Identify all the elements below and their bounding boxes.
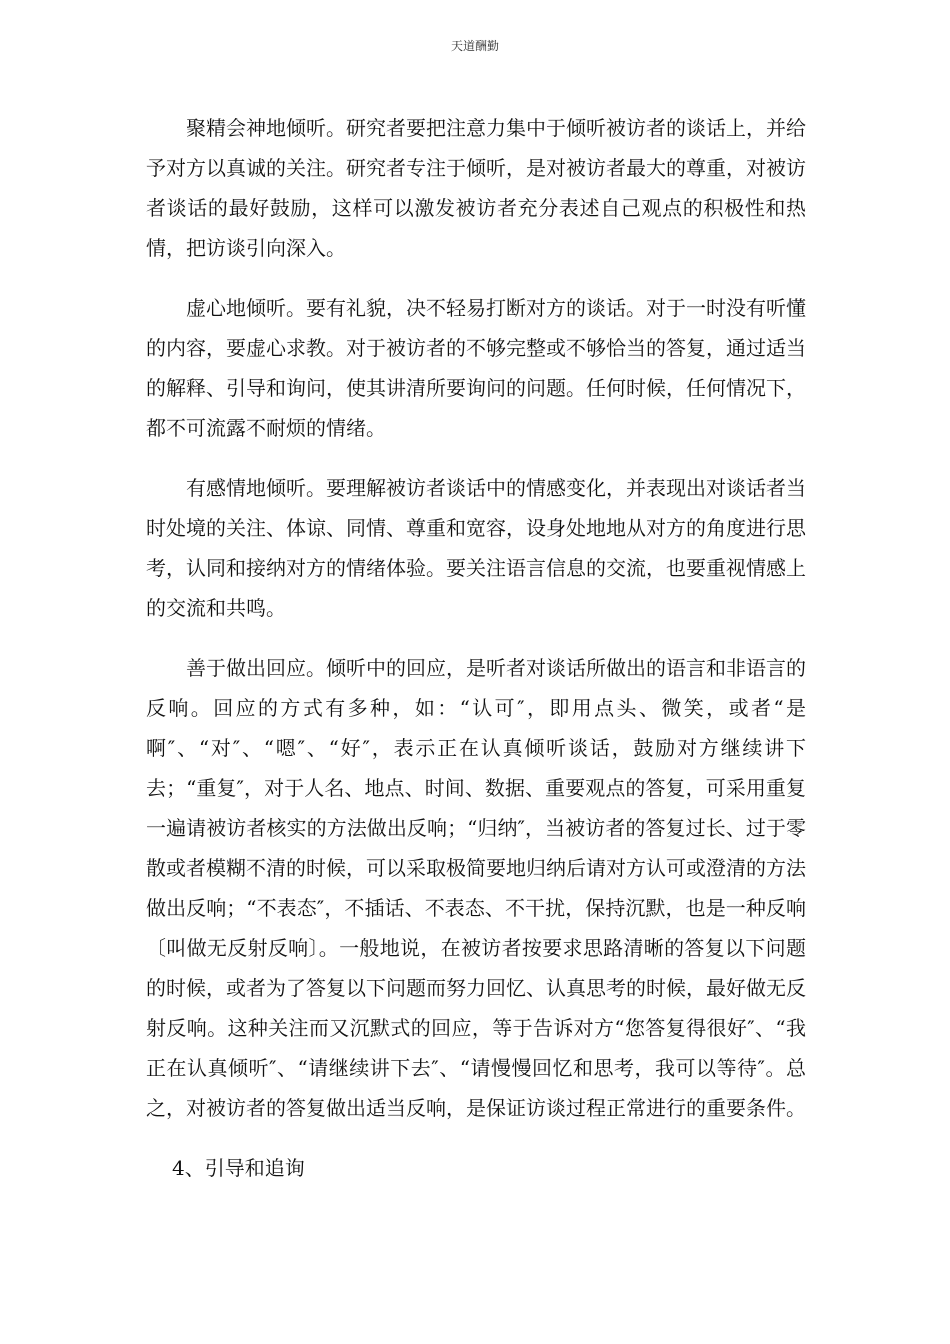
document-body	[146, 108, 806, 1188]
paragraph-emotional-listening: 有感情地倾听。要理解被访者谈话中的情感变化，并表现出对谈话者当时处境的关注、体谅、同情、尊重和宽容，设身处地地从对方的角度进行思考，认同和接纳对方的情绪体验。要关注语言信息的交流，也要重视情感上的交流和共鸣。	[146, 476, 806, 620]
paragraph-responding: 善于做出回应。倾听中的回应，是听者对谈话所做出的语言和非语言的反响。回应的方式有多种，如：“认可″，即用点头、微笑，或者“是啊″、“对″、“嗯″、“好″，表示正在认真倾听谈话，鼓励对方继续讲下去；“重复″，对于人名、地点、时间、数据、重要观点的答复，可采用重复一遍请被访者核实的方法做出反响；“归纳″，当被访者的答复过长、过于零散或者模糊不清的时候，可以采取极简要地归纳后请对方认可或澄清的方法做出反响；“不表态″，不插话、不表态、不干扰，保持沉默，也是一种反响〔叫做无反射反响〕。一般地说，在被访者按要求思路清晰的答复以下问题的时候，或者为了答复以下问题而努力回忆、认真思考的时候，最好做无反射反响。这种关注而又沉默式的回应，等于告诉对方“您答复得很好″、“我正在认真倾听″、“请继续讲下去″、“请慢慢回忆和思考，我可以等待″。总之，对被访者的答复做出适当反响，是保证访谈过程正常进行的重要条件。	[146, 656, 806, 1120]
section-heading: 4、引导和追询	[172, 1156, 305, 1180]
paragraph-focused-listening: 聚精会神地倾听。研究者要把注意力集中于倾听被访者的谈话上，并给予对方以真诚的关注。研究者专注于倾听，是对被访者最大的尊重，对被访者谈话的最好鼓励，这样可以激发被访者充分表述自己观点的积极性和热情，把访谈引向深入。	[146, 116, 806, 260]
page-header: 天道酬勤	[450, 39, 499, 53]
paragraph-humble-listening: 虚心地倾听。要有礼貌，决不轻易打断对方的谈话。对于一时没有听懂的内容，要虚心求教。对于被访者的不够完整或不够恰当的答复，通过适当的解释、引导和询问，使其讲清所要询问的问题。任何时候，任何情况下，都不可流露不耐烦的情绪。	[146, 296, 806, 440]
